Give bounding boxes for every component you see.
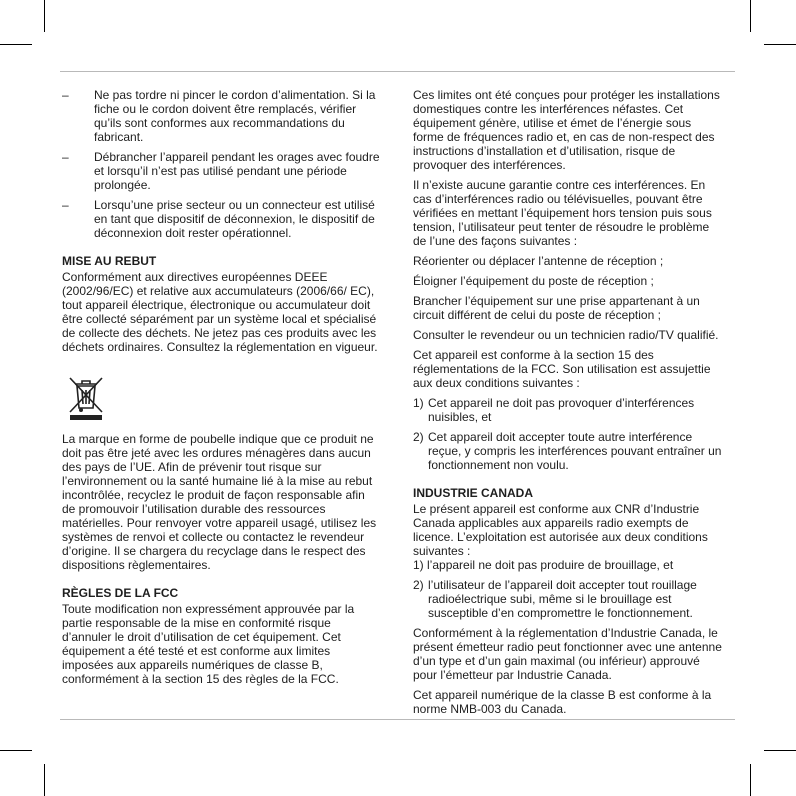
safety-bullet xyxy=(62,150,380,192)
crop-mark xyxy=(0,750,32,751)
condition-text: l’utilisateur de l’appareil doit accepter tout rouillage radioélectrique subi, même si le brouillage est susceptible d’en compromettre le fonctionnement. xyxy=(428,578,697,620)
top-rule xyxy=(60,71,735,72)
bullet-text: Débrancher l’appareil pendant les orages avec foudre et lorsqu’il n’est pas utilisé pendant une période prolongée. xyxy=(94,150,380,192)
crop-mark xyxy=(0,44,32,45)
condition-text: l’appareil ne doit pas produire de brouillage, et xyxy=(427,558,674,572)
bullet-dash: – xyxy=(62,150,69,164)
bin-explanation: La marque en forme de poubelle indique que ce produit ne doit pas être jeté avec les ordures ménagères dans aucun des pays de l’UE. Afin de prévenir tout risque sur l’environnement ou la santé humaine lié à la mise au rebut incontrôlée, recyclez le produit de façon responsable afin de promouvoir l’utilisation durable des ressources matérielles. Pour renvoyer votre appareil usagé, utilisez les systèmes de renvoi et collecte ou contactez le revendeur d’origine. Il se chargera du recyclage dans le respect des dispositions règlementaires. xyxy=(62,432,377,572)
crossed-out-wheelie-bin-icon xyxy=(66,372,106,420)
safety-bullet xyxy=(62,198,380,240)
ic-antenna-paragraph: Conformément à la réglementation d’Industrie Canada, le présent émetteur radio peut fonctionner avec une antenne d’un type et d’un gain maximal (ou inférieur) approuvé pour l’émetteur par Industrie Canada. xyxy=(413,626,722,682)
crop-mark xyxy=(44,0,45,32)
fcc-remedy-item: Éloigner l’équipement du poste de réception ; xyxy=(413,274,654,288)
fcc-conformity-paragraph: Cet appareil est conforme à la section 15 des réglementations de la FCC. Son utilisation est assujettie aux deux conditions suivantes : xyxy=(413,348,711,390)
condition-text: Cet appareil ne doit pas provoquer d’interférences nuisibles, et xyxy=(428,396,695,424)
fcc-heading: RÈGLES DE LA FCC xyxy=(62,586,179,600)
ic-class-b-paragraph: Cet appareil numérique de la classe B est conforme à la norme NMB-003 du Canada. xyxy=(413,688,712,716)
fcc-remedy-item: Consulter le revendeur ou un technicien radio/TV qualifié. xyxy=(413,328,719,342)
bullet-dash: – xyxy=(62,88,69,102)
crop-mark xyxy=(44,764,45,796)
fcc-remedy-item: Réorienter ou déplacer l’antenne de réception ; xyxy=(413,254,664,268)
left-column xyxy=(62,88,380,692)
condition-number: 1) xyxy=(413,396,424,410)
fcc-limits-paragraph: Ces limites ont été conçues pour protéger les installations domestiques contre les interférences néfastes. Cet équipement génère, utilise et émet de l’énergie sous forme de fréquences radio et, en cas de non-respect des instructions d’installation et d’utilisation, risque de provoquer des interférences. xyxy=(413,88,720,172)
condition-number: 2) xyxy=(413,430,424,444)
condition-text: Cet appareil doit accepter toute autre interférence reçue, y compris les interférences pouvant entraîner un fonctionnement non voulu. xyxy=(428,430,722,472)
recycling-paragraph: Conformément aux directives européennes DEEE (2002/96/EC) et relative aux accumulateurs (2006/66/ EC), tout appareil électrique, électronique ou accumulateur doit être collecté séparément par un système local et spécialisé de collecte des déchets. Ne jetez pas ces produits avec les déchets ordinaires. Consultez la réglementation en vigueur. xyxy=(62,270,378,354)
crop-mark xyxy=(764,44,796,45)
crop-mark xyxy=(750,0,751,32)
fcc-paragraph: Toute modification non expressément approuvée par la partie responsable de la mise en conformité risque d’annuler le droit d’utilisation de cet équipement. Cet équipement a été testé et est conforme aux limites imposées aux appareils numériques de classe B, conformément à la section 15 des règles de la FCC. xyxy=(62,602,355,686)
fcc-guarantee-paragraph: Il n’existe aucune garantie contre ces interférences. En cas d’interférences radio ou télévisuelles, pouvant être vérifiées en mettant l’équipement hors tension puis sous tension, l’utilisateur peut tenter de résoudre le problème de l’une des façons suivantes : xyxy=(413,178,712,248)
bullet-dash: – xyxy=(62,198,69,212)
fcc-condition xyxy=(413,396,723,424)
bullet-text: Ne pas tordre ni pincer le cordon d’alimentation. Si la fiche ou le cordon doivent être remplacés, vérifier qu’ils sont conformes aux recommandations du fabricant. xyxy=(94,88,376,144)
condition-number: 2) xyxy=(413,578,424,592)
crop-mark xyxy=(764,750,796,751)
condition-number: 1) xyxy=(413,558,424,572)
crop-mark xyxy=(750,764,751,796)
recycling-heading: MISE AU REBUT xyxy=(62,254,157,268)
ic-condition xyxy=(413,558,723,572)
ic-condition xyxy=(413,578,723,620)
bullet-text: Lorsqu’une prise secteur ou un connecteur est utilisé en tant que dispositif de déconnexion, le dispositif de déconnexion doit rester opérationnel. xyxy=(94,198,375,240)
industry-canada-heading: INDUSTRIE CANADA xyxy=(413,486,533,500)
safety-bullet xyxy=(62,88,380,144)
industry-canada-intro: Le présent appareil est conforme aux CNR d’Industrie Canada applicables aux appareils radio exempts de licence. L’exploitation est autorisée aux deux conditions suivantes : xyxy=(413,502,708,558)
right-column xyxy=(413,88,723,722)
fcc-condition xyxy=(413,430,723,472)
fcc-remedy-item: Brancher l’équipement sur une prise appartenant à un circuit différent de celui du poste de réception ; xyxy=(413,294,700,322)
